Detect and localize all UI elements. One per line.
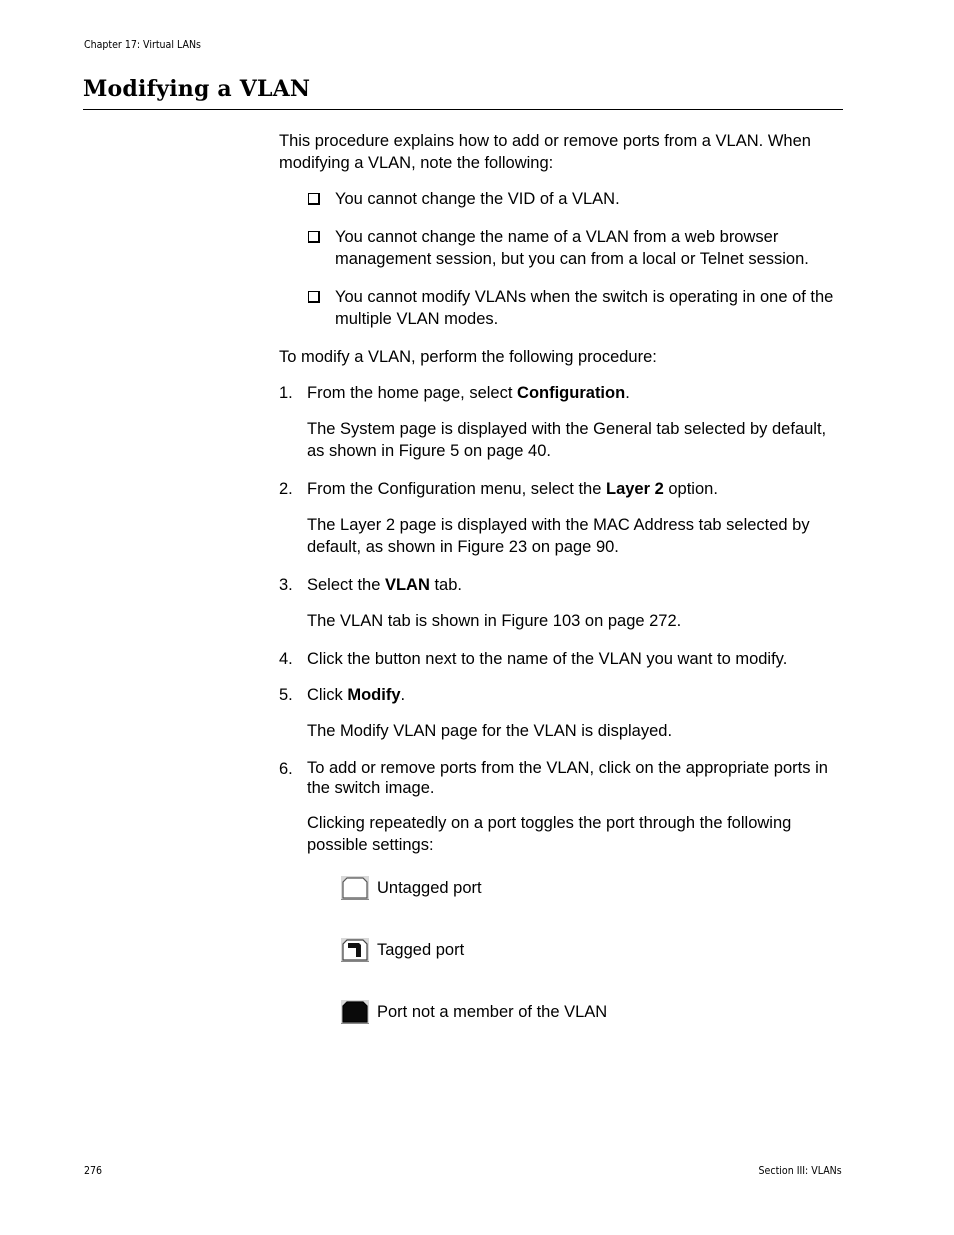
procedure-step — [279, 478, 845, 558]
checkbox-bullet-icon — [308, 231, 320, 243]
procedure-step — [279, 382, 845, 462]
step-description: The VLAN tab is shown in Figure 103 on page 272. — [307, 612, 682, 630]
port-setting-legend — [307, 876, 845, 1081]
note-item — [279, 226, 845, 270]
step-description: The System page is displayed with the General tab selected by default, as shown in Figure 5 on page 40. — [307, 420, 827, 460]
ui-term: Modify — [347, 686, 401, 704]
procedure-step — [279, 684, 845, 742]
step-description: Clicking repeatedly on a port toggles the port through the following possible settings: — [307, 814, 792, 854]
step-text: From the Configuration menu, select the Layer 2 option. — [307, 480, 718, 498]
step-number: 5. — [279, 686, 293, 704]
step-number: 3. — [279, 576, 293, 594]
step-number: 4. — [279, 650, 293, 668]
checkbox-bullet-icon — [308, 193, 320, 205]
procedure-step — [279, 758, 845, 1081]
running-header: Chapter 17: Virtual LANs — [84, 38, 201, 51]
page-number: 276 — [84, 1164, 103, 1177]
legend-label: Untagged port — [377, 879, 482, 897]
body-content — [279, 130, 845, 1081]
procedure-step — [279, 574, 845, 632]
legend-label: Port not a member of the VLAN — [377, 1003, 608, 1021]
step-number: 2. — [279, 480, 293, 498]
ui-term: Layer 2 — [605, 480, 664, 498]
step-description: The Layer 2 page is displayed with the MAC Address tab selected by default, as shown in Figure 23 on page 90. — [307, 516, 810, 556]
note-text: You cannot change the name of a VLAN from a web browser management session, but you can from a local or Telnet session. — [335, 228, 809, 268]
ui-term: Configuration — [517, 384, 626, 402]
non-member-port-icon — [341, 1000, 369, 1024]
untagged-port-icon — [341, 876, 369, 900]
procedure-lead: To modify a VLAN, perform the following procedure: — [279, 348, 657, 366]
step-text: From the home page, select Configuration. — [307, 384, 630, 402]
page-title: Modifying a VLAN — [83, 76, 311, 102]
title-rule — [83, 109, 843, 110]
step-text: To add or remove ports from the VLAN, click on the appropriate ports in the switch image. — [307, 759, 828, 797]
note-item — [279, 286, 845, 330]
legend-label: Tagged port — [377, 941, 465, 959]
step-text: Click the button next to the name of the VLAN you want to modify. — [307, 650, 788, 668]
note-text: You cannot change the VID of a VLAN. — [335, 190, 620, 208]
procedure-step — [279, 648, 845, 670]
note-item — [279, 188, 845, 210]
intro-paragraph: This procedure explains how to add or remove ports from a VLAN. When modifying a VLAN, note the following: — [279, 132, 811, 172]
section-label: Section III: VLANs — [758, 1164, 842, 1177]
step-number: 6. — [279, 760, 293, 778]
step-number: 1. — [279, 384, 293, 402]
step-text: Select the VLAN tab. — [307, 576, 462, 594]
tagged-port-icon — [341, 938, 369, 962]
note-text: You cannot modify VLANs when the switch is operating in one of the multiple VLAN modes. — [335, 288, 834, 328]
step-description: The Modify VLAN page for the VLAN is displayed. — [307, 722, 673, 740]
ui-term: VLAN — [384, 576, 430, 594]
checkbox-bullet-icon — [308, 291, 320, 303]
step-text: Click Modify. — [307, 686, 406, 704]
